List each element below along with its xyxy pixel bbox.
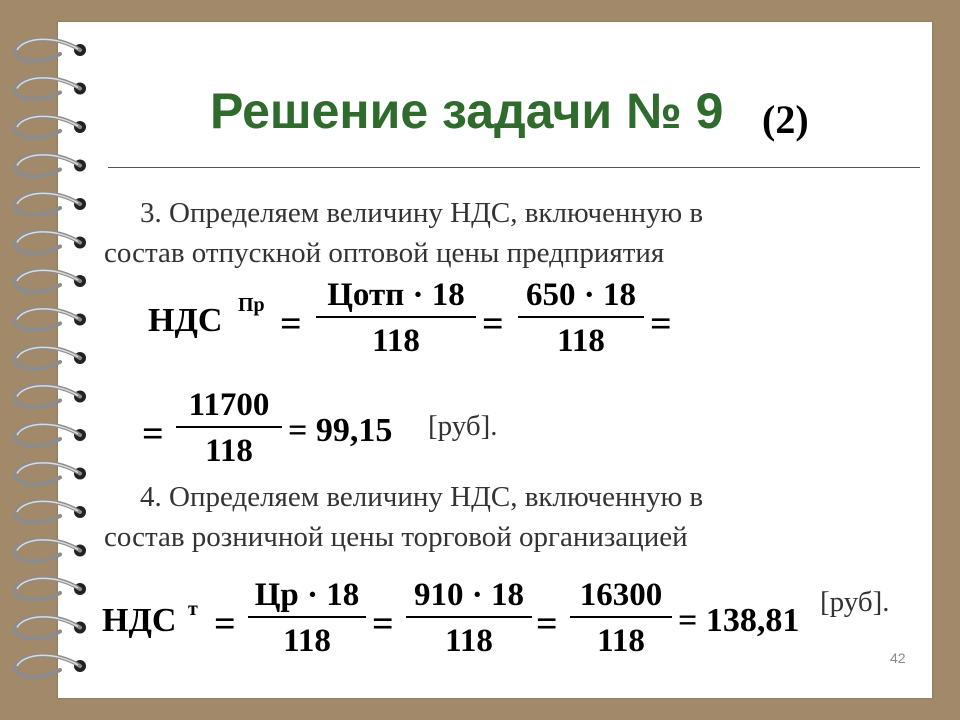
step3-frac2-denominator: 118 [557,323,605,359]
binding-coil [14,116,80,138]
binding-coil [14,270,80,292]
step4-text-line2: состав розничной цены торговой организацией [104,521,688,553]
step4-text-line1: 4. Определяем величину НДС, включенную в [140,481,704,513]
step3-fraction3 [176,386,282,470]
spiral-binding-icon [0,0,100,720]
step4-lhs-sup: т [188,598,198,620]
binding-coil [14,578,80,600]
step3-text-line2: состав отпускной оптовой цены предприятия [104,237,665,269]
step4-frac2-numerator: 910 · 18 [413,577,524,613]
step4-frac1-denominator: 118 [283,623,331,659]
step3-unit: [руб]. [428,410,498,442]
step4-eq1: = [214,603,236,645]
step4-eq3: = [536,603,558,645]
step4-frac3-numerator: 16300 [579,577,663,613]
step3-eq2: = [482,303,504,345]
step4-unit: [руб]. [820,586,890,618]
step4-fraction3 [570,576,672,660]
step4-lhs: НДС [102,602,177,639]
fraction-bar [248,616,366,618]
binding-coil [14,77,80,99]
step3-frac2-numerator: 650 · 18 [525,277,636,313]
binding-coil [14,501,80,523]
step3-frac3-denominator: 118 [205,433,253,469]
step3-lhs-sup: Пр [238,294,265,316]
step4-fraction1 [248,576,366,660]
binding-coil [14,193,80,215]
step3-frac1-numerator: Цотп · 18 [327,277,465,313]
fraction-bar [176,426,282,428]
step4-eq2: = [372,603,394,645]
fraction-bar [406,616,532,618]
step3-eq3: = [650,303,672,345]
binding-coil [14,39,80,61]
slide-title: Решение задачи № 9 [210,83,724,139]
fraction-bar [316,316,476,318]
step4-fraction2 [406,576,532,660]
binding-coil [14,424,80,446]
step3-fraction1 [316,276,476,360]
fraction-bar [518,316,644,318]
step3-eq1: = [280,303,302,345]
step3-frac1-denominator: 118 [372,323,420,359]
binding-coil [14,655,80,677]
binding-coil [14,385,80,407]
step3-eq4: = [142,413,164,455]
binding-coil [14,462,80,484]
binding-coil [14,539,80,561]
binding-coil [14,347,80,369]
step3-result: = 99,15 [288,412,393,449]
fraction-bar [570,616,672,618]
binding-coil [14,308,80,330]
step3-frac3-numerator: 11700 [188,387,270,423]
step3-text-line1: 3. Определяем величину НДС, включенную в [140,197,704,229]
binding-coil [14,231,80,253]
step4-frac1-numerator: Цр · 18 [254,577,360,613]
step4-result: = 138,81 [678,602,800,639]
step3-lhs: НДС [148,302,223,339]
binding-coil [14,616,80,638]
slide-title-part: (2) [762,97,809,142]
step4-frac3-denominator: 118 [597,623,645,659]
step4-frac2-denominator: 118 [445,623,493,659]
step3-fraction2 [518,276,644,360]
binding-coil [14,154,80,176]
title-divider [108,167,920,168]
page-number: 42 [890,650,906,666]
